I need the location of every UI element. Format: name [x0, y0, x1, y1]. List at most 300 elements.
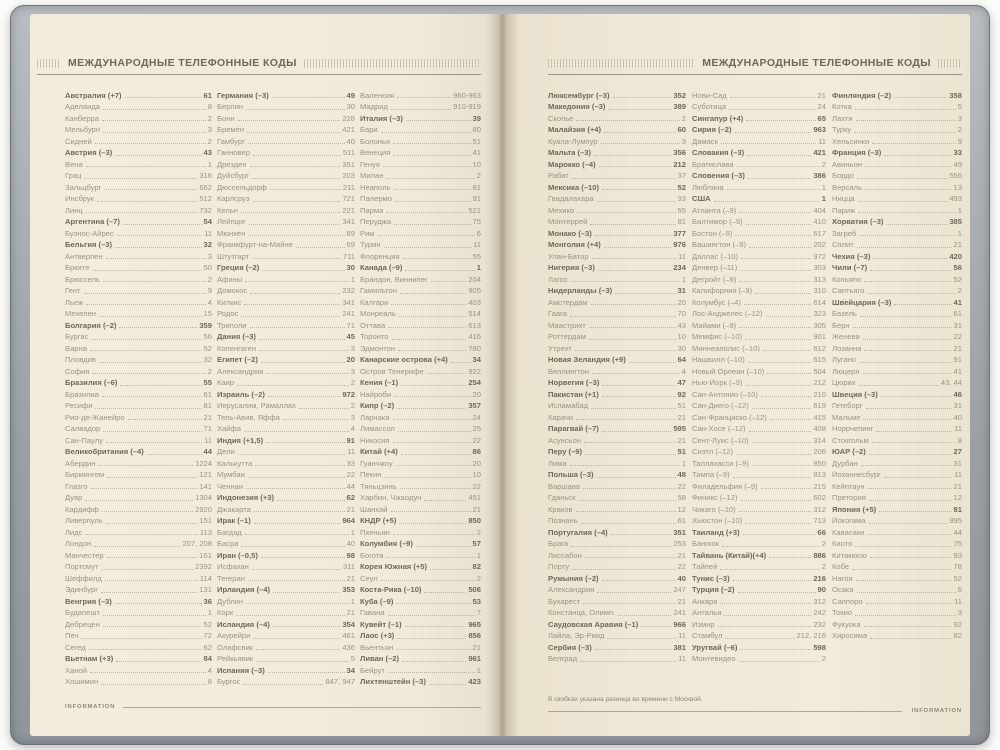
dot-leader [403, 258, 471, 259]
dot-leader [255, 465, 344, 466]
city-code-row [832, 410, 962, 422]
dot-leader [591, 304, 676, 305]
place-name: Исламабад [548, 402, 589, 410]
dot-leader [867, 534, 951, 535]
phone-code-value: 69 [346, 240, 355, 250]
phone-code-value: 24 [472, 412, 481, 422]
dot-leader [859, 385, 939, 386]
place-name: Сан-Франциско (–12) [692, 413, 767, 422]
place-name: Турция (–2) [692, 586, 735, 594]
phone-code-value: 2 [476, 171, 481, 181]
country-code-row [360, 560, 481, 572]
phone-code-value: 310 [813, 286, 826, 296]
country-code-row [692, 146, 826, 158]
place-name: Парагвай (–7) [548, 425, 599, 433]
city-code-row [65, 548, 212, 560]
phone-code-value: 2 [957, 286, 962, 296]
place-name: Триполи [217, 321, 247, 330]
city-code-row [832, 111, 962, 123]
place-name: Новая Зеландия (+9) [548, 356, 626, 364]
place-name: Сирия (–2) [692, 126, 732, 134]
city-code-row [692, 410, 826, 422]
hatch-decoration-icon [304, 59, 481, 68]
phone-code-value: 351 [342, 159, 355, 169]
city-code-row [217, 399, 355, 411]
place-name: Генуя [360, 160, 380, 169]
city-code-row [217, 215, 355, 227]
place-name: Домокос [217, 287, 248, 295]
place-name: Сингапур (+4) [692, 114, 744, 123]
place-name: Лейпциг [217, 218, 246, 226]
dot-leader [870, 270, 951, 271]
city-code-row [548, 307, 686, 319]
dot-leader [394, 396, 471, 397]
dot-leader [248, 235, 344, 236]
city-code-row [692, 456, 826, 468]
country-code-row [692, 111, 826, 123]
city-code-row [832, 433, 962, 445]
phone-code-value: 2 [821, 539, 826, 549]
city-code-row [692, 88, 826, 100]
dot-leader [401, 385, 466, 386]
city-code-row [360, 525, 481, 537]
place-name: Детройт (–9) [692, 275, 737, 284]
place-name: Мексика (–10) [548, 183, 600, 192]
place-name: Кавасаки [832, 528, 865, 537]
dot-leader [237, 385, 349, 386]
phone-code-value: 81 [203, 401, 212, 411]
city-code-row [65, 583, 212, 595]
dot-leader [91, 339, 201, 340]
city-code-row [832, 180, 962, 192]
country-code-row [548, 180, 686, 192]
place-name: Салвадор [65, 425, 101, 433]
place-name: Улан-Батор [548, 252, 589, 261]
phone-code-value: 86 [472, 447, 481, 457]
phone-code-value: 228 [342, 113, 355, 123]
country-code-row [692, 548, 826, 560]
country-code-row [217, 617, 355, 629]
place-name: Измир [692, 620, 715, 629]
dot-leader [585, 557, 676, 558]
city-code-row [360, 157, 481, 169]
phone-code-column [360, 88, 481, 686]
phone-code-value: 403 [468, 297, 481, 307]
country-code-row [217, 491, 355, 503]
dot-leader [748, 362, 812, 363]
phone-code-value: 98 [346, 550, 355, 560]
country-code-row [548, 387, 686, 399]
city-code-row [65, 226, 212, 238]
place-name: Бангкок [692, 540, 720, 548]
place-name: Словения (–3) [692, 172, 745, 180]
dot-leader [125, 97, 202, 98]
dot-leader [601, 143, 680, 144]
place-name: Мехико [548, 206, 575, 215]
city-code-row [360, 238, 481, 250]
place-name: Харбин, Чжаодун [360, 494, 422, 502]
phone-code-value: 3 [207, 125, 212, 135]
place-name: Остров Тенерифе [360, 367, 424, 376]
phone-code-value: 31 [953, 458, 962, 468]
phone-code-value: 314 [813, 435, 826, 445]
dot-leader [273, 592, 340, 593]
city-code-row [217, 203, 355, 215]
footer-rule [123, 707, 481, 708]
city-code-row [832, 157, 962, 169]
dot-leader [399, 523, 466, 524]
city-code-row [832, 123, 962, 135]
city-code-row [548, 318, 686, 330]
phone-code-value: 901 [813, 332, 826, 342]
phone-code-value: 215 [813, 481, 826, 491]
dot-leader [399, 316, 466, 317]
phone-code-value: 32 [203, 240, 212, 250]
phone-code-value: 4 [207, 297, 212, 307]
place-name: Белград [548, 655, 578, 663]
phone-code-value: 421 [342, 125, 355, 135]
place-name: Тяньцзинь [360, 482, 397, 491]
city-code-row [692, 422, 826, 434]
place-name: Пекин [360, 471, 382, 479]
city-code-row [360, 364, 481, 376]
dot-leader [128, 419, 202, 420]
phone-code-value: 71 [203, 424, 212, 434]
dot-leader [116, 661, 201, 662]
city-code-row [548, 364, 686, 376]
place-name: Люцерн [832, 367, 860, 376]
city-code-row [217, 422, 355, 434]
place-name: Финляндия (–2) [832, 91, 892, 100]
dot-leader [602, 580, 676, 581]
city-code-row [217, 295, 355, 307]
dot-leader [241, 212, 340, 213]
city-code-row [692, 468, 826, 480]
city-code-row [832, 514, 962, 526]
place-name: Мальме [832, 413, 861, 422]
dot-leader [147, 454, 202, 455]
dot-leader [590, 224, 675, 225]
page-title: МЕЖДУНАРОДНЫЕ ТЕЛЕФОННЫЕ КОДЫ [702, 57, 931, 69]
dot-leader [98, 465, 193, 466]
place-name: Тайпей [692, 563, 718, 571]
left-page-footer [65, 704, 481, 710]
place-name: Тунис (–3) [692, 574, 730, 583]
phone-code-value: 662 [199, 182, 212, 192]
dot-leader [894, 97, 947, 98]
phone-code-value: 221 [342, 205, 355, 215]
city-code-row [217, 169, 355, 181]
city-code-row [65, 422, 212, 434]
country-code-row [217, 330, 355, 342]
place-name: Египет (–2) [217, 356, 258, 364]
dot-leader [857, 592, 956, 593]
phone-code-value: 61 [953, 309, 962, 319]
dot-leader [859, 362, 951, 363]
dot-leader [570, 316, 676, 317]
city-code-row [360, 663, 481, 675]
phone-code-value: 52 [677, 182, 686, 192]
place-name: Бейрут [360, 666, 385, 675]
dot-leader [884, 477, 952, 478]
place-name: Финикс (–12) [692, 494, 738, 502]
dot-leader [572, 178, 676, 179]
phone-code-value: 436 [342, 642, 355, 652]
place-name: Бонн [217, 114, 235, 123]
city-code-row [360, 341, 481, 353]
dot-leader [864, 281, 951, 282]
phone-code-value: 54 [203, 217, 212, 227]
place-name: Любляна [692, 183, 724, 192]
dot-leader [597, 592, 671, 593]
phone-code-value: 3 [207, 251, 212, 261]
dot-leader [254, 511, 345, 512]
phone-code-value: 3 [957, 113, 962, 123]
city-code-row [360, 571, 481, 583]
city-code-row [832, 537, 962, 549]
dot-leader [103, 615, 206, 616]
phone-code-value: 732 [199, 205, 212, 215]
dot-leader [571, 281, 680, 282]
place-name: Тайвань (Китай)(+4) [692, 551, 767, 560]
place-name: Швейцария (–3) [832, 298, 892, 307]
place-name: Линц [65, 206, 83, 215]
phone-code-value: 780 [468, 343, 481, 353]
dot-leader [766, 316, 812, 317]
footer-rule [548, 711, 902, 712]
place-name: Сегед [65, 643, 86, 652]
place-name: Пхеньян [360, 528, 390, 537]
phone-code-value: 40 [677, 573, 686, 583]
place-name: Брандон, Виннипег [360, 275, 428, 284]
place-name: Утрехт [548, 344, 572, 353]
dot-leader [429, 684, 466, 685]
city-code-row [692, 100, 826, 112]
phone-code-value: 2 [821, 654, 826, 664]
country-code-row [360, 445, 481, 457]
country-code-row [692, 192, 826, 204]
dot-leader [247, 132, 340, 133]
phone-code-value: 82 [953, 631, 962, 641]
dot-leader [863, 373, 952, 374]
city-code-row [65, 675, 212, 687]
dot-leader [735, 235, 811, 236]
city-code-row [65, 272, 212, 284]
country-code-row [548, 353, 686, 365]
place-name: Канада (–9) [360, 264, 403, 272]
dot-leader [91, 488, 198, 489]
dot-leader [262, 270, 344, 271]
phone-code-value: 61 [203, 389, 212, 399]
city-code-row [360, 456, 481, 468]
phone-code-value: 614 [813, 297, 826, 307]
place-name: Нигерия (–3) [548, 264, 595, 272]
dot-leader [252, 569, 341, 570]
country-code-row [832, 261, 962, 273]
dot-leader [252, 178, 340, 179]
place-name: Лимассол [360, 425, 395, 433]
place-name: Коста-Рика (–10) [360, 586, 422, 594]
place-name: Гамильтон [360, 287, 397, 295]
place-name: Париж [832, 206, 856, 215]
city-code-row [217, 537, 355, 549]
country-code-row [217, 663, 355, 675]
dot-leader [431, 281, 467, 282]
city-code-row [65, 180, 212, 192]
place-name: Гамбург [217, 137, 245, 146]
phone-code-value: 389 [673, 102, 686, 112]
phone-code-value: 30 [346, 263, 355, 273]
phone-code-value: 51 [677, 401, 686, 411]
city-code-row [692, 652, 826, 664]
left-page [30, 14, 500, 736]
dot-leader [615, 293, 675, 294]
city-code-row [692, 238, 826, 250]
dot-leader [106, 523, 198, 524]
place-name: Тегеран [217, 574, 245, 583]
place-name: Варна [65, 344, 87, 353]
country-code-row [360, 537, 481, 549]
city-code-row [360, 491, 481, 503]
phone-code-value: 11 [954, 596, 962, 606]
dot-leader [739, 327, 811, 328]
place-name: Загреб [832, 229, 857, 238]
country-code-row [217, 433, 355, 445]
city-code-row [548, 433, 686, 445]
dot-leader [99, 316, 202, 317]
place-name: Хьюстон (–10) [692, 517, 743, 525]
phone-code-value: 45 [346, 332, 355, 342]
left-page-columns [65, 88, 481, 686]
phone-code-value: 43, 44 [940, 378, 962, 388]
phone-code-value: 1 [207, 608, 212, 618]
dot-leader [589, 339, 676, 340]
phone-code-value: 12 [677, 504, 686, 514]
dot-leader [397, 97, 451, 98]
country-code-row [217, 548, 355, 560]
dot-leader [393, 419, 471, 420]
dot-leader [85, 534, 197, 535]
city-code-row [360, 330, 481, 342]
phone-code-value: 493 [949, 194, 962, 204]
dot-leader [99, 362, 202, 363]
dot-leader [266, 442, 344, 443]
information-label: INFORMATION [911, 708, 962, 714]
place-name: Ирландия (–4) [217, 586, 271, 594]
city-code-row [65, 284, 212, 296]
dot-leader [733, 580, 812, 581]
place-name: Колумбус (–4) [692, 298, 742, 307]
phone-code-value: 2 [476, 573, 481, 583]
phone-code-value: 52 [203, 619, 212, 629]
dot-leader [273, 626, 340, 627]
country-code-row [548, 468, 686, 480]
city-code-row [548, 410, 686, 422]
dot-leader [752, 408, 812, 409]
place-name: Вена [65, 160, 83, 169]
city-code-row [217, 445, 355, 457]
phone-code-value: 6 [476, 228, 481, 238]
phone-code-value: 55 [472, 251, 481, 261]
dot-leader [867, 293, 955, 294]
place-name: КНДР (+5) [360, 517, 397, 525]
phone-code-value: 43 [677, 320, 686, 330]
dot-leader [863, 419, 951, 420]
right-page-columns [548, 88, 962, 663]
phone-code-value: 247 [673, 585, 686, 595]
dot-leader [872, 442, 956, 443]
city-code-row [217, 525, 355, 537]
place-name: Берн [832, 321, 850, 330]
phone-code-value: 55 [677, 205, 686, 215]
dot-leader [81, 638, 201, 639]
phone-code-value: 40 [346, 136, 355, 146]
phone-code-value: 56 [203, 332, 212, 342]
phone-code-value: 114 [199, 573, 212, 583]
dot-leader [873, 258, 947, 259]
place-name: Ганновер [217, 149, 250, 157]
city-code-row [832, 307, 962, 319]
phone-code-value: 856 [468, 631, 481, 641]
place-name: Индия (+1,5) [217, 436, 264, 445]
phone-code-value: 9 [207, 286, 212, 296]
city-code-row [692, 249, 826, 261]
dot-leader [86, 212, 198, 213]
place-name: Братислава [692, 160, 734, 169]
dot-leader [730, 97, 816, 98]
city-code-row [692, 353, 826, 365]
city-code-row [65, 399, 212, 411]
city-code-row [65, 353, 212, 365]
phone-code-value: 161 [199, 550, 212, 560]
phone-code-value: 619 [813, 401, 826, 411]
dot-leader [714, 201, 820, 202]
place-name: Турку [832, 126, 852, 134]
place-name: Колумбия (–9) [360, 540, 413, 548]
dot-leader [745, 523, 811, 524]
place-name: Лаос (+3) [360, 632, 395, 640]
phone-code-value: 211 [342, 182, 355, 192]
city-code-row [832, 341, 962, 353]
phone-code-value: 713 [813, 516, 826, 526]
dot-leader [761, 396, 811, 397]
dot-leader [245, 281, 348, 282]
phone-code-value: 62 [203, 642, 212, 652]
dot-leader [95, 408, 201, 409]
phone-code-value: 461 [342, 631, 355, 641]
phone-code-value: 91 [472, 194, 481, 204]
phone-code-value: 4 [350, 424, 355, 434]
dot-leader [604, 132, 675, 133]
dot-leader [853, 327, 952, 328]
phone-code-value: 37 [677, 171, 686, 181]
dot-leader [398, 431, 471, 432]
phone-code-value: 966 [673, 619, 686, 629]
phone-code-value: 2392 [195, 562, 212, 572]
place-name: Портсмут [65, 563, 99, 571]
phone-code-value: 3 [350, 366, 355, 376]
place-name: Хошимин [65, 678, 99, 686]
place-name: Варшава [548, 482, 580, 491]
city-code-row [360, 422, 481, 434]
dot-leader [857, 247, 952, 248]
city-code-row [360, 548, 481, 560]
city-code-row [832, 468, 962, 480]
hatch-decoration-icon [37, 59, 61, 68]
phone-code-value: 1 [821, 194, 826, 204]
phone-code-value: 11 [954, 424, 962, 434]
phone-code-value: 232 [342, 286, 355, 296]
